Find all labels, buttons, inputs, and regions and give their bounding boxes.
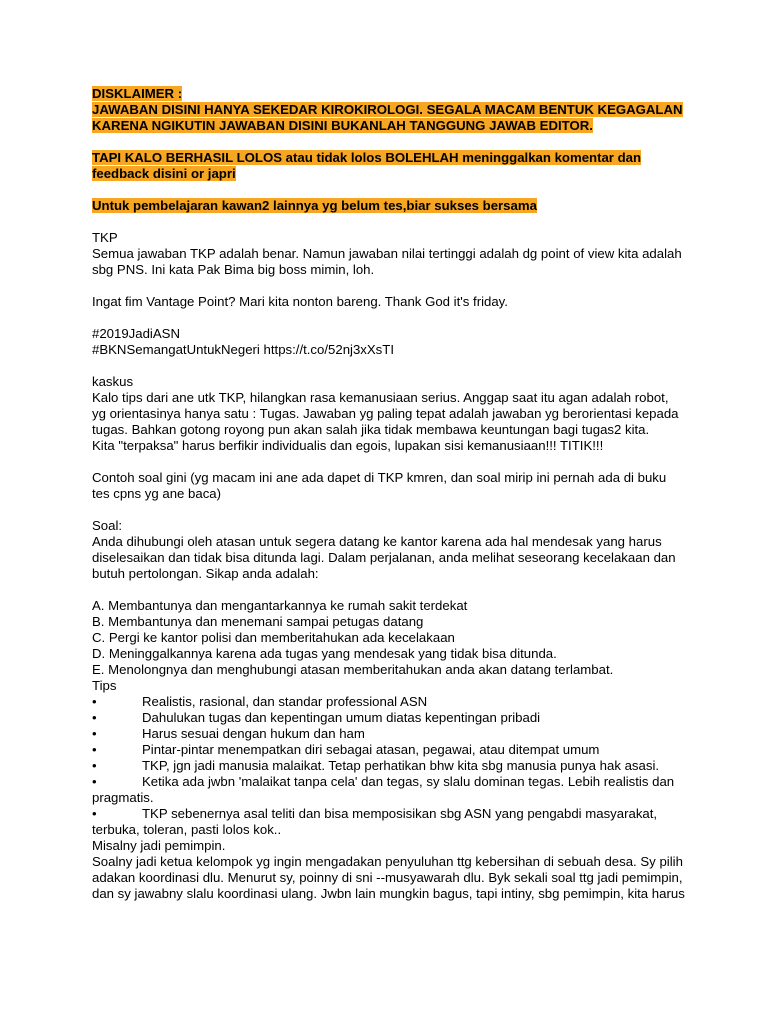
tkp-heading: TKP: [92, 230, 118, 245]
bullet-icon: •: [92, 758, 97, 773]
tips-item: [92, 806, 692, 822]
tkp-block: [92, 230, 692, 278]
kaskus-block: [92, 374, 692, 454]
contoh-block: [92, 470, 692, 502]
tips-item-text: Harus sesuai dengan hukum dan ham: [142, 726, 365, 741]
contoh-line: tes cpns yg ane baca): [92, 486, 222, 501]
vantage-block: [92, 294, 692, 310]
option-item: B. Membantunya dan menemani sampai petugas datang: [92, 614, 424, 629]
soal-line: diselesaikan dan tidak bisa ditunda lagi. Dalam perjalanan, anda melihat seseorang kecelakaan dan: [92, 550, 676, 565]
tips-item-continuation: pragmatis.: [92, 790, 154, 805]
pemimpin-line: adakan koordinasi dlu. Menurut sy, poinny di sni --musyawarah dlu. Byk sekali soal ttg jadi pemimpin,: [92, 870, 683, 885]
hashtag-line: #BKNSemangatUntukNegeri https://t.co/52nj3xXsTI: [92, 342, 394, 357]
bullet-icon: •: [92, 726, 97, 741]
option-item: C. Pergi ke kantor polisi dan memberitahukan ada kecelakaan: [92, 630, 455, 645]
contoh-line: Contoh soal gini (yg macam ini ane ada dapet di TKP kmren, dan soal mirip ini pernah ada di buku: [92, 470, 667, 485]
option-item: A. Membantunya dan mengantarkannya ke rumah sakit terdekat: [92, 598, 468, 613]
tips-item: [92, 726, 692, 742]
kaskus-line: tugas. Bahkan gotong royong pun akan salah jika tidak membawa keuntungan bagi tugas2 kita.: [92, 422, 650, 437]
tips-item: [92, 758, 692, 774]
hashtag-line: #2019JadiASN: [92, 326, 180, 341]
pemimpin-line: dan sy jawabny slalu koordinasi ulang. Jwbn lain mungkin bagus, tapi intiny, sbg pemimpin, kita harus: [92, 886, 685, 901]
tips-item: [92, 710, 692, 726]
tips-item-continuation: terbuka, toleran, pasti lolos kok..: [92, 822, 282, 837]
tkp-line: sbg PNS. Ini kata Pak Bima big boss mimin, loh.: [92, 262, 375, 277]
pemimpin-line: Misalny jadi pemimpin.: [92, 838, 226, 853]
option-item: E. Menolongnya dan menghubungi atasan memberitahukan anda akan datang terlambat.: [92, 662, 614, 677]
hashtag-block: [92, 326, 692, 358]
tips-item-text: TKP sebenernya asal teliti dan bisa memposisikan sbg ASN yang pengabdi masyarakat,: [142, 806, 658, 821]
kaskus-line: Kita "terpaksa" harus berfikir individualis dan egois, lupakan sisi kemanusiaan!!! TITIK!!!: [92, 438, 604, 453]
disclaimer-block: [92, 86, 692, 134]
feedback-line: feedback disini or japri: [92, 166, 236, 181]
vantage-line: Ingat fim Vantage Point? Mari kita nonton bareng. Thank God it's friday.: [92, 294, 508, 309]
feedback-line: TAPI KALO BERHASIL LOLOS atau tidak lolos BOLEHLAH meninggalkan komentar dan: [92, 150, 642, 165]
pemimpin-block: [92, 838, 692, 902]
tips-item-text: Pintar-pintar menempatkan diri sebagai atasan, pegawai, atau ditempat umum: [142, 742, 600, 757]
bullet-icon: •: [92, 774, 97, 789]
tips-block: [92, 678, 692, 838]
tips-item: [92, 742, 692, 758]
soal-block: [92, 518, 692, 582]
soal-line: butuh pertolongan. Sikap anda adalah:: [92, 566, 319, 581]
disclaimer-title: DISKLAIMER :: [92, 86, 183, 101]
feedback-block: [92, 150, 692, 182]
document-page: [92, 86, 692, 902]
bullet-icon: •: [92, 710, 97, 725]
options-list: [92, 598, 692, 678]
disclaimer-line: JAWABAN DISINI HANYA SEKEDAR KIROKIROLOGI. SEGALA MACAM BENTUK KEGAGALAN: [92, 102, 683, 117]
option-item: D. Meninggalkannya karena ada tugas yang mendesak yang tidak bisa ditunda.: [92, 646, 557, 661]
tips-item-text: Ketika ada jwbn 'malaikat tanpa cela' dan tegas, sy slalu dominan tegas. Lebih realistis dan: [142, 774, 675, 789]
tips-item: [92, 694, 692, 710]
pemimpin-line: Soalny jadi ketua kelompok yg ingin mengadakan penyuluhan ttg kebersihan di sebuah desa. Sy pilih: [92, 854, 683, 869]
soal-heading: Soal:: [92, 518, 123, 533]
tkp-line: Semua jawaban TKP adalah benar. Namun jawaban nilai tertinggi adalah dg point of view kita adalah: [92, 246, 682, 261]
learning-block: [92, 198, 692, 214]
kaskus-line: Kalo tips dari ane utk TKP, hilangkan rasa kemanusiaan serius. Anggap saat itu agan adalah robot,: [92, 390, 669, 405]
kaskus-line: yg orientasinya hanya satu : Tugas. Jawaban yg paling tepat adalah jawaban yg berorientasi kepada: [92, 406, 679, 421]
learning-line: Untuk pembelajaran kawan2 lainnya yg belum tes,biar sukses bersama: [92, 198, 537, 213]
bullet-icon: •: [92, 806, 97, 821]
tips-item: [92, 774, 692, 790]
tips-item-text: TKP, jgn jadi manusia malaikat. Tetap perhatikan bhw kita sbg manusia punya hak asasi.: [142, 758, 660, 773]
soal-line: Anda dihubungi oleh atasan untuk segera datang ke kantor karena ada hal mendesak yang harus: [92, 534, 662, 549]
bullet-icon: •: [92, 742, 97, 757]
kaskus-heading: kaskus: [92, 374, 134, 389]
bullet-icon: •: [92, 694, 97, 709]
tips-item-text: Realistis, rasional, dan standar professional ASN: [142, 694, 428, 709]
tips-heading: Tips: [92, 678, 117, 693]
disclaimer-line: KARENA NGIKUTIN JAWABAN DISINI BUKANLAH TANGGUNG JAWAB EDITOR.: [92, 118, 593, 133]
tips-item-text: Dahulukan tugas dan kepentingan umum diatas kepentingan pribadi: [142, 710, 541, 725]
